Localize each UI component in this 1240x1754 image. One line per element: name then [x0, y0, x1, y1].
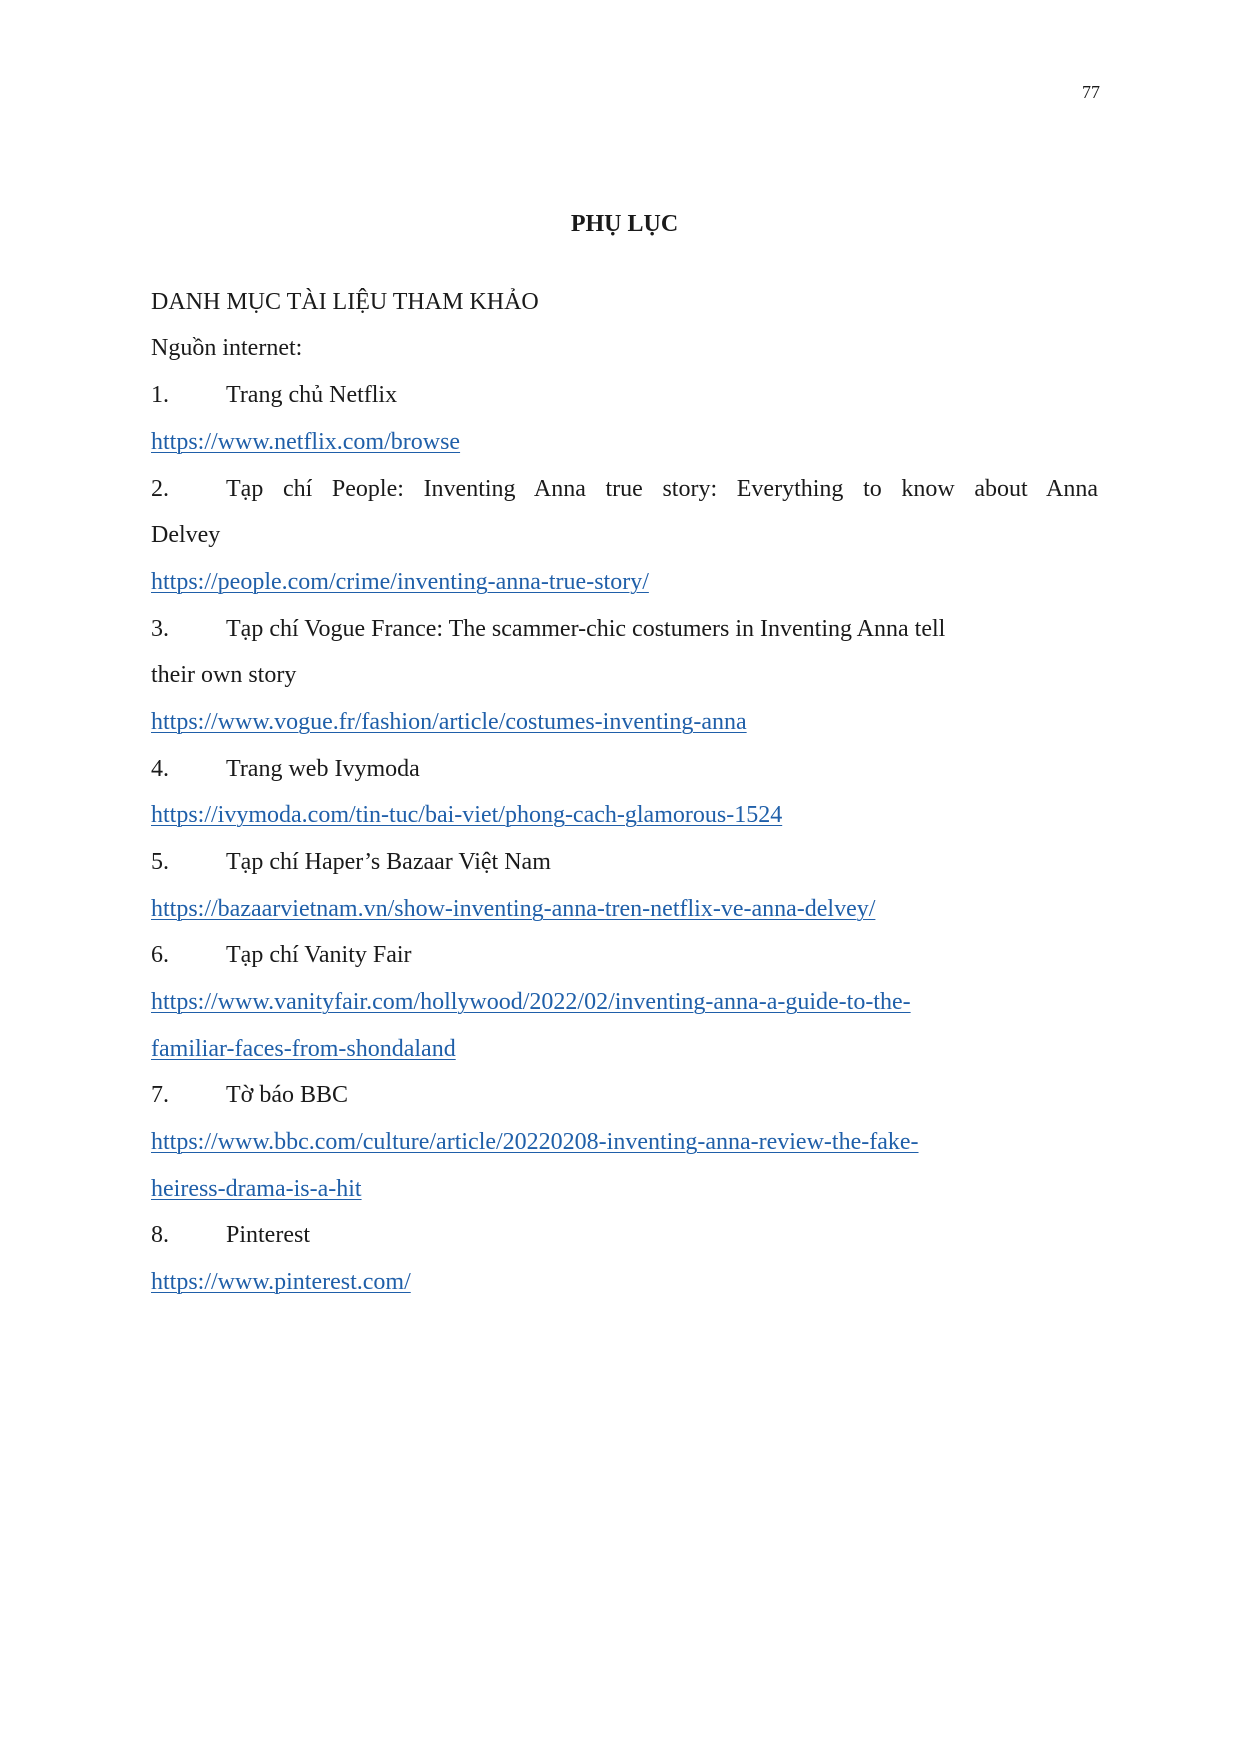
reference-item-6 [151, 940, 1098, 970]
reference-link[interactable]: https://www.vogue.fr/fashion/article/costumes-inventing-anna [151, 709, 747, 735]
reference-item-5 [151, 847, 1098, 877]
reference-title: Tạp chí People: Inventing Anna true story: Everything to know about Anna [226, 476, 1098, 502]
reference-url-8 [151, 1267, 1098, 1297]
reference-url-7-continued [151, 1174, 1098, 1204]
reference-item-3 [151, 614, 1098, 644]
reference-url-5 [151, 894, 1098, 924]
reference-link[interactable]: https://www.netflix.com/browse [151, 429, 461, 455]
reference-title: Pinterest [226, 1222, 310, 1248]
reference-title: Tờ báo BBC [226, 1082, 349, 1108]
source-label: Nguồn internet: [151, 335, 303, 361]
reference-number: 7. [151, 1082, 169, 1108]
reference-number: 4. [151, 756, 169, 782]
page-number: 77 [1082, 82, 1100, 102]
reference-number: 1. [151, 382, 169, 408]
reference-number: 2. [151, 476, 169, 502]
reference-item-8 [151, 1220, 1098, 1250]
reference-link[interactable]: https://people.com/crime/inventing-anna-true-story/ [151, 569, 649, 595]
reference-number: 6. [151, 942, 169, 968]
reference-url-4 [151, 800, 1098, 830]
section-heading: DANH MỤC TÀI LIỆU THAM KHẢO [151, 289, 539, 315]
reference-title: Tạp chí Vogue France: The scammer-chic costumers in Inventing Anna tell [226, 616, 946, 642]
reference-number: 5. [151, 849, 169, 875]
reference-title-continued: their own story [151, 662, 297, 688]
reference-item-4 [151, 754, 1098, 784]
page-title: PHỤ LỤC [570, 211, 679, 237]
reference-title: Trang web Ivymoda [226, 756, 420, 782]
reference-title: Tạp chí Haper’s Bazaar Việt Nam [226, 849, 551, 875]
reference-link[interactable]: https://www.bbc.com/culture/article/20220208-inventing-anna-review-the-fake- [151, 1129, 919, 1155]
reference-link[interactable]: https://bazaarvietnam.vn/show-inventing-anna-tren-netflix-ve-anna-delvey/ [151, 896, 876, 922]
reference-url-1 [151, 427, 1098, 457]
reference-url-3 [151, 707, 1098, 737]
reference-link[interactable]: familiar-faces-from-shondaland [151, 1036, 456, 1062]
reference-number: 8. [151, 1222, 169, 1248]
reference-url-7 [151, 1127, 1098, 1157]
reference-link[interactable]: https://www.vanityfair.com/hollywood/2022/02/inventing-anna-a-guide-to-the- [151, 989, 911, 1015]
reference-url-2 [151, 567, 1098, 597]
reference-link[interactable]: https://ivymoda.com/tin-tuc/bai-viet/phong-cach-glamorous-1524 [151, 802, 783, 828]
reference-title-continued: Delvey [151, 522, 221, 548]
reference-title: Tạp chí Vanity Fair [226, 942, 412, 968]
reference-link[interactable]: heiress-drama-is-a-hit [151, 1176, 362, 1202]
reference-item-7 [151, 1080, 1098, 1110]
reference-item-1 [151, 380, 1098, 410]
reference-url-6-continued [151, 1034, 1098, 1064]
reference-link[interactable]: https://www.pinterest.com/ [151, 1269, 411, 1295]
reference-number: 3. [151, 616, 169, 642]
reference-item-2 [151, 474, 1098, 504]
reference-url-6 [151, 987, 1098, 1017]
reference-title: Trang chủ Netflix [226, 382, 398, 408]
